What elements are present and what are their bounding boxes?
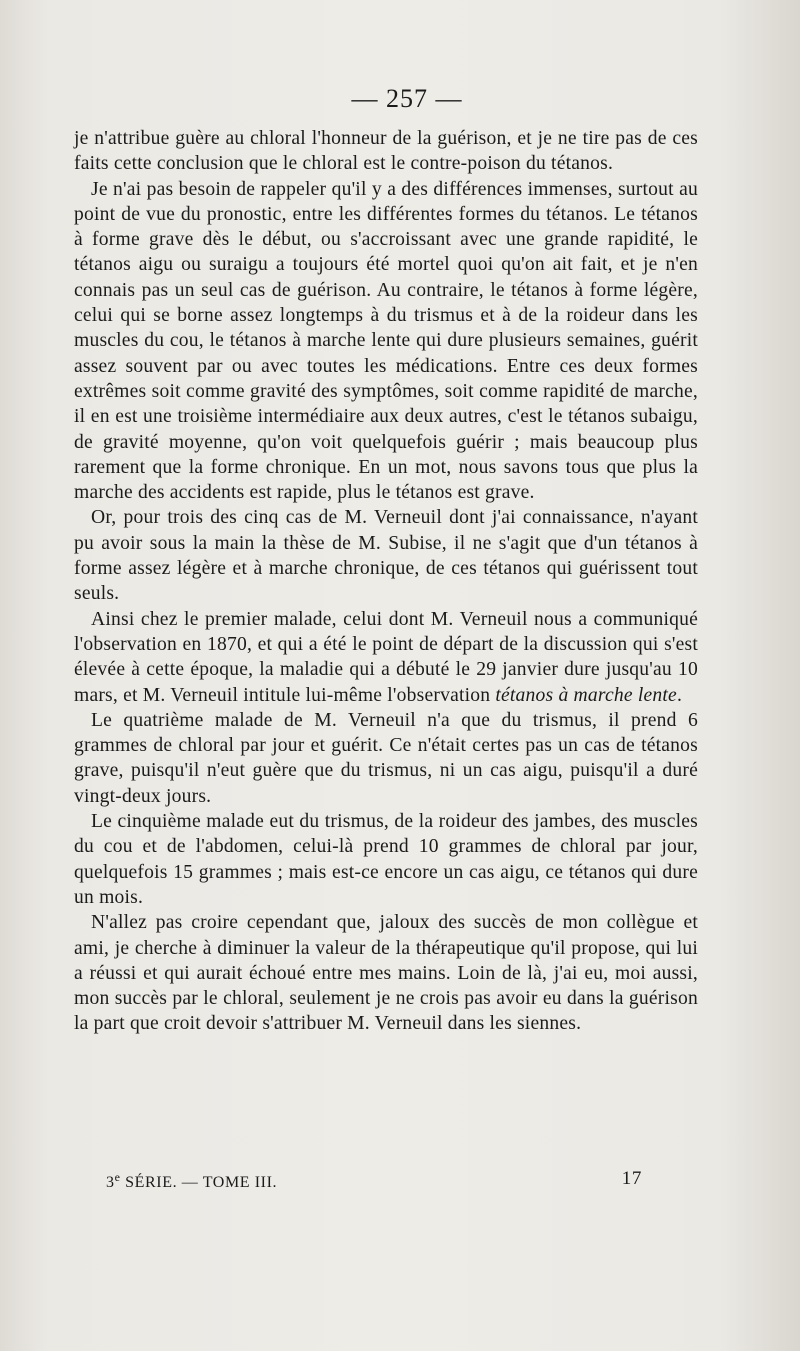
paragraph: je n'attribue guère au chloral l'honneur de la guérison, et je ne tire pas de ces faits cette conclusion que le chloral est le contre-poison du tétanos.	[74, 128, 698, 175]
sheet-number: 17	[621, 1168, 642, 1189]
series-number: 3	[106, 1174, 115, 1191]
paragraph: Je n'ai pas besoin de rappeler qu'il y a des différences immenses, surtout au point de vue du pronostic, entre les différentes formes du tétanos. Le tétanos à forme grave dès le début, ou s'accroissant avec une grande rapidité, le tétanos aigu ou suraigu a toujours été mortel quoi qu'on ait fait, et je n'en connais pas un seul cas de guérison. Au contraire, le tétanos à forme légère, celui qui se borne assez longtemps à du trismus et à de la roideur dans les muscles du cou, le tétanos à marche lente qui dure plusieurs semaines, guérit assez souvent par ou avec toutes les médications. Entre ces deux formes extrêmes soit comme gravité des symptômes, soit comme rapidité de marche, il en est une troisième intermédiaire aux deux autres, c'est le tétanos subaigu, de gravité moyenne, qu'on voit quelquefois guérir ; mais beaucoup plus rarement que la forme chronique. En un mot, nous savons tous que plus la marche des accidents est rapide, plus le tétanos est grave.	[74, 178, 698, 504]
paragraph: Le cinquième malade eut du trismus, de la roideur des jambes, des muscles du cou et de l'abdomen, celui-là prend 10 grammes de chloral par jour, quelquefois 15 grammes ; mais est-ce encore un cas aigu, ce tétanos qui dure un mois.	[74, 811, 698, 908]
paragraph: Ainsi chez le premier malade, celui dont M. Verneuil nous a communiqué l'observation en 1870, et qui a été le point de départ de la discussion qui s'est élevée à cette époque, la maladie qui a débuté le 29 janvier dure jusqu'au 10 mars, et M. Verneuil intitule lui-même l'observation tétanos à marche lente.	[74, 608, 698, 706]
emphasized-title: tétanos à marche lente	[495, 684, 677, 706]
paragraph: Le quatrième malade de M. Verneuil n'a que du trismus, il prend 6 grammes de chloral par jour et guérit. Ce n'était certes pas un cas de tétanos grave, puisqu'il n'eut guère que du trismus, ni un cas aigu, puisqu'il a duré vingt-deux jours.	[74, 709, 698, 807]
series-ordinal-suffix: e	[114, 1170, 121, 1184]
paragraph: Or, pour trois des cinq cas de M. Verneuil dont j'ai connaissance, n'ayant pu avoir sous la main la thèse de M. Subise, il ne s'agit que d'un tétanos à forme assez légère et à marche chronique, de ces tétanos qui guérissent tout seuls.	[74, 507, 698, 605]
series-text: SÉRIE. — TOME III.	[120, 1174, 278, 1191]
page-number: — 257 —	[351, 84, 463, 113]
paragraph: N'allez pas croire cependant que, jaloux des succès de mon collègue et ami, je cherche à diminuer la valeur de la thérapeutique qu'il propose, qui lui a réussi et qui aurait échoué entre mes mains. Loin de là, j'ai eu, moi aussi, mon succès par le chloral, seulement je ne crois pas avoir eu dans la guérison la part que croit devoir s'attribuer M. Verneuil dans les siennes.	[74, 912, 698, 1035]
series-volume-label	[106, 1170, 277, 1192]
body-text	[74, 126, 698, 1037]
